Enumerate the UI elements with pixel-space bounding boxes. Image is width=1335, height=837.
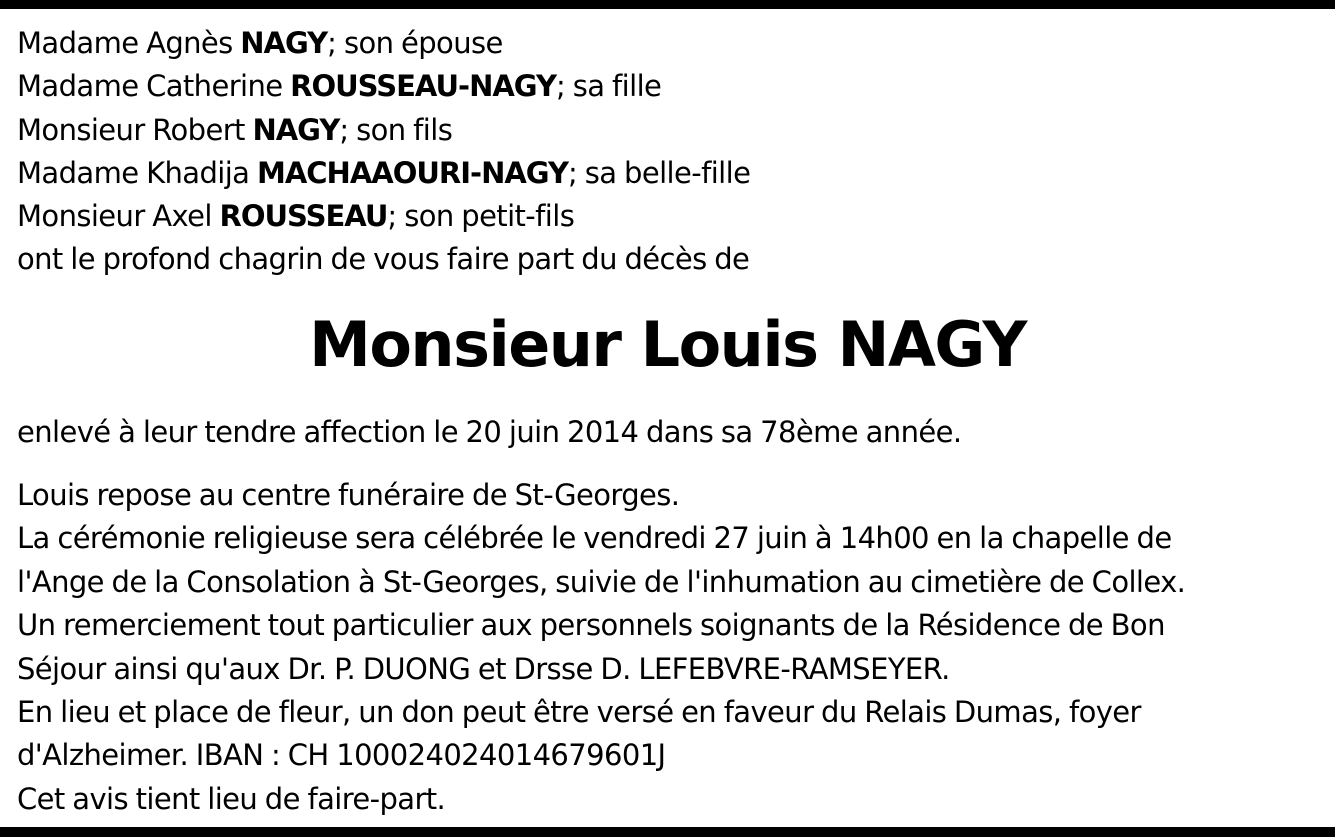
- family-member-prefix: Madame Catherine: [17, 69, 291, 104]
- detail-line: La cérémonie religieuse sera célébrée le vendredi 27 juin à 14h00 en la chapelle de: [17, 521, 1172, 556]
- announcement-line: ont le profond chagrin de vous faire part du décès de: [17, 242, 750, 277]
- family-member-line: [17, 109, 1322, 152]
- detail-line: Séjour ainsi qu'aux Dr. P. DUONG et Drsse D. LEFEBVRE-RAMSEYER.: [17, 651, 950, 686]
- family-member-relation: ; son fils: [339, 112, 453, 147]
- family-member-relation: ; sa fille: [555, 69, 662, 104]
- detail-line: Louis repose au centre funéraire de St-Georges.: [17, 478, 680, 512]
- top-border-rule: [0, 0, 1335, 9]
- family-list: [17, 22, 1322, 282]
- passing-line: enlevé à leur tendre affection le 20 juin 2014 dans sa 78ème année.: [17, 415, 962, 449]
- family-member-surname: ROUSSEAU: [219, 199, 388, 234]
- details-block: [17, 474, 1322, 821]
- detail-line: En lieu et place de fleur, un don peut être versé en faveur du Relais Dumas, foyer: [17, 695, 1141, 730]
- family-member-surname: ROUSSEAU-NAGY: [290, 69, 556, 104]
- detail-line: d'Alzheimer. IBAN : CH 100024024014679601J: [17, 738, 666, 773]
- passing-block: [17, 411, 1322, 454]
- family-member-surname: MACHAAOURI-NAGY: [256, 155, 568, 190]
- family-member-line: [17, 22, 1322, 65]
- detail-line: Un remerciement tout particulier aux personnels soignants de la Résidence de Bon: [17, 608, 1165, 643]
- detail-line: l'Ange de la Consolation à St-Georges, suivie de l'inhumation au cimetière de Collex.: [17, 564, 1186, 599]
- family-member-relation: ; son épouse: [327, 26, 503, 60]
- deceased-name: Monsieur Louis NAGY: [309, 308, 1026, 381]
- family-member-prefix: Monsieur Axel: [17, 199, 220, 234]
- family-member-prefix: Madame Khadija: [17, 155, 257, 190]
- detail-line: Cet avis tient lieu de faire-part.: [17, 781, 446, 816]
- bottom-border-rule: [0, 827, 1335, 837]
- family-member-surname: NAGY: [240, 26, 328, 60]
- family-member-prefix: Monsieur Robert: [17, 112, 253, 147]
- family-member-surname: NAGY: [252, 112, 340, 147]
- family-member-relation: ; sa belle-fille: [567, 155, 751, 190]
- family-member-line: [17, 195, 1322, 238]
- family-member-prefix: Madame Agnès: [17, 26, 241, 60]
- family-member-line: [17, 152, 1322, 195]
- family-member-relation: ; son petit-fils: [387, 199, 575, 234]
- family-member-line: [17, 65, 1322, 108]
